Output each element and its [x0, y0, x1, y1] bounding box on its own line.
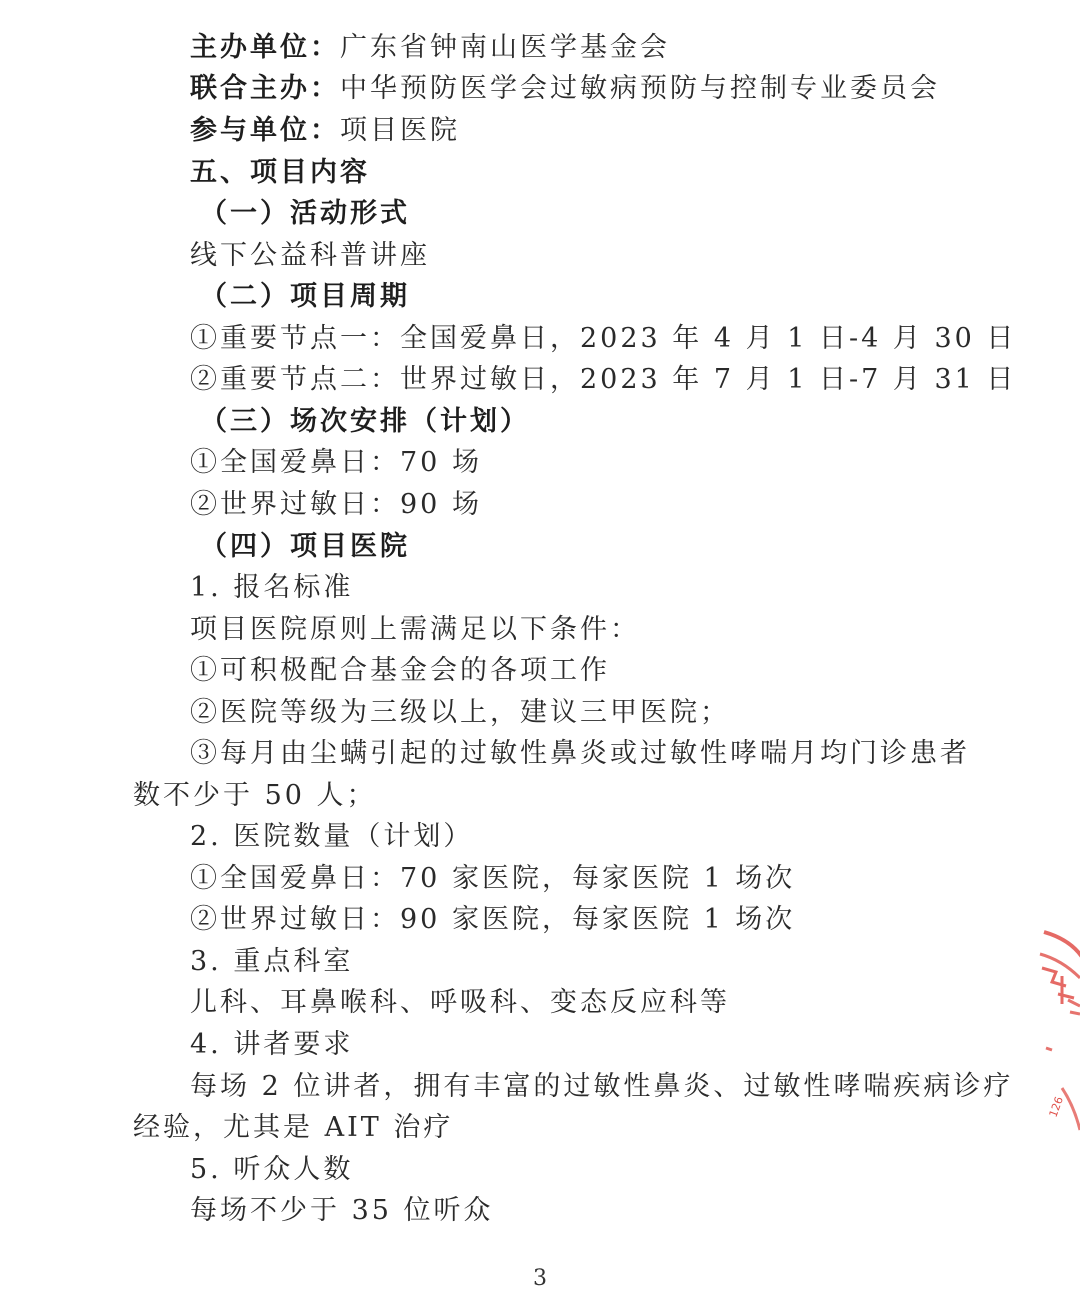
- dept-text: 儿科、耳鼻喉科、呼吸科、变态反应科等: [190, 987, 730, 1018]
- participants-value: 项目医院: [340, 115, 460, 146]
- co-organizer-label: 联合主办：: [190, 73, 340, 104]
- criteria-item-1: ①可积极配合基金会的各项工作: [190, 655, 610, 686]
- sub1-text: 线下公益科普讲座: [190, 240, 430, 271]
- svg-text:126: 126: [1046, 1094, 1067, 1120]
- audience-heading: 5. 听众人数: [190, 1154, 354, 1185]
- dept-heading: 3. 重点科室: [190, 946, 354, 977]
- sub2-item-2: ②重要节点二：世界过敏日，2023 年 7 月 1 日-7 月 31 日: [190, 364, 1017, 395]
- organizer-line: [190, 31, 670, 65]
- co-organizer-value: 中华预防医学会过敏病预防与控制专业委员会: [340, 73, 940, 104]
- sub3-item-2: ②世界过敏日：90 场: [190, 489, 482, 520]
- audience-text: 每场不少于 35 位听众: [190, 1195, 494, 1226]
- organizer-label: 主办单位：: [190, 32, 340, 63]
- criteria-item-3: ③每月由尘螨引起的过敏性鼻炎或过敏性哮喘月均门诊患者: [190, 738, 970, 769]
- speaker-text-continued: 经验，尤其是 AIT 治疗: [133, 1112, 454, 1143]
- sub4-heading: （四）项目医院: [200, 531, 410, 562]
- sub1-heading: （一）活动形式: [200, 198, 410, 229]
- participants-label: 参与单位：: [190, 115, 340, 146]
- sub3-item-1: ①全国爱鼻日：70 场: [190, 447, 482, 478]
- section-5-heading: 五、项目内容: [190, 157, 370, 188]
- seal-stamp-graphic: [1022, 920, 1080, 1140]
- page-number: 3: [533, 1266, 547, 1291]
- criteria-intro: 项目医院原则上需满足以下条件：: [190, 614, 640, 645]
- criteria-item-3-continued: 数不少于 50 人；: [133, 780, 377, 811]
- criteria-item-2: ②医院等级为三级以上，建议三甲医院；: [190, 697, 730, 728]
- seal-stamp: [1022, 920, 1080, 1140]
- sub3-heading: （三）场次安排（计划）: [200, 406, 530, 437]
- sub2-heading: （二）项目周期: [200, 281, 410, 312]
- sub2-item-1: ①重要节点一：全国爱鼻日，2023 年 4 月 1 日-4 月 30 日: [190, 323, 1017, 354]
- count-item-2: ②世界过敏日：90 家医院，每家医院 1 场次: [190, 904, 796, 935]
- count-item-1: ①全国爱鼻日：70 家医院，每家医院 1 场次: [190, 863, 796, 894]
- organizer-value: 广东省钟南山医学基金会: [340, 32, 670, 63]
- count-heading: 2. 医院数量（计划）: [190, 821, 474, 852]
- criteria-heading: 1. 报名标准: [190, 572, 354, 603]
- participants-line: [190, 114, 460, 148]
- co-organizer-line: [190, 72, 940, 106]
- speaker-text: 每场 2 位讲者，拥有丰富的过敏性鼻炎、过敏性哮喘疾病诊疗: [190, 1071, 1014, 1102]
- speaker-heading: 4. 讲者要求: [190, 1029, 354, 1060]
